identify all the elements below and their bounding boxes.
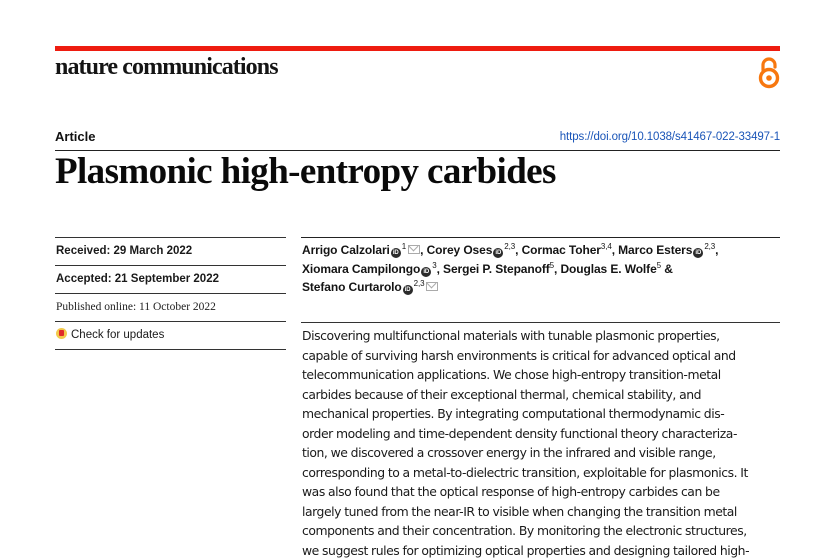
orcid-icon[interactable]: iD <box>693 248 703 258</box>
abstract-line: order modeling and time-dependent density functional theory characteriza- <box>302 424 782 444</box>
article-title: Plasmonic high-entropy carbides <box>55 150 556 193</box>
email-icon[interactable] <box>426 282 438 291</box>
author[interactable]: Marco Esters iD$^{2,3}$ <box>618 243 715 257</box>
received-date: Received: 29 March 2022 <box>55 237 286 265</box>
author[interactable]: Xiomara Campilongo $iD^3$ <box>302 262 437 276</box>
author[interactable]: Cormac Toher$^{3,4}$ <box>522 243 612 257</box>
open-access-lock-icon[interactable] <box>757 56 781 90</box>
abstract-line: components and their concentration. By monitoring the electronic structures, <box>302 521 782 541</box>
author[interactable]: Sergei P. Stepanoff$^5$ <box>443 262 554 276</box>
check-for-updates-icon <box>56 328 67 339</box>
orcid-icon[interactable]: iD <box>421 267 431 277</box>
abstract-line: capable of surviving harsh environments is critical for advanced optical and <box>302 346 782 366</box>
abstract-line: corresponding to a metal-to-dielectric transition, exploitable for plasmonics. It <box>302 463 782 483</box>
article-dates <box>55 237 286 350</box>
abstract-line: Discovering multifunctional materials with tunable plasmonic properties, <box>302 326 782 346</box>
abstract-line: was also found that the optical response of high-entropy carbides can be <box>302 482 782 502</box>
orcid-icon[interactable]: iD <box>403 285 413 295</box>
email-icon[interactable] <box>408 245 420 254</box>
accepted-date: Accepted: 21 September 2022 <box>55 265 286 293</box>
orcid-icon[interactable]: iD <box>391 248 401 258</box>
abstract-line: telecommunication applications. We chose high-entropy transition-metal <box>302 365 782 385</box>
author-list: Arrigo Calzolari $iD^1$ , Corey Oses iD$^{2,3}$, Cormac Toher$^{3,4}$, Marco Esters iD$^{2,3}$, Xiomara Campilongo $iD^3$, Sergei P. Stepanoff$^5$, Douglas E. Wolfe$^5$ & Stefano Curtarolo iD$^{2,3}$ <box>302 241 782 297</box>
authors-divider <box>301 237 780 238</box>
published-date: Published online: 11 October 2022 <box>55 293 286 321</box>
author[interactable]: Stefano Curtarolo iD$^{2,3}$ <box>302 280 438 294</box>
abstract-line: carbides because of their exceptional thermal, chemical stability, and <box>302 385 782 405</box>
abstract-line: largely tuned from the near-IR to visible when changing the transition metal <box>302 502 782 522</box>
abstract-line: we suggest rules for optimizing optical properties and designing tailored high- <box>302 541 782 560</box>
abstract-line: mechanical properties. By integrating computational thermodynamic dis- <box>302 404 782 424</box>
doi-link[interactable]: https://doi.org/10.1038/s41467-022-33497-1 <box>560 131 780 143</box>
author[interactable]: Corey Oses iD$^{2,3}$ <box>427 243 516 257</box>
article-type-label: Article <box>55 129 95 144</box>
abstract-divider <box>301 322 780 323</box>
author[interactable]: Arrigo Calzolari $iD^1$ <box>302 243 420 257</box>
author[interactable]: Douglas E. Wolfe$^5$ <box>560 262 661 276</box>
check-for-updates-label: Check for updates <box>71 329 164 341</box>
journal-name: nature communications <box>55 54 278 81</box>
orcid-icon[interactable]: iD <box>493 248 503 258</box>
abstract-line: tion, we discovered a crossover energy in the infrared and visible range, <box>302 443 782 463</box>
abstract <box>302 326 782 560</box>
journal-brand-bar <box>55 46 780 51</box>
check-for-updates-link[interactable] <box>55 321 286 350</box>
